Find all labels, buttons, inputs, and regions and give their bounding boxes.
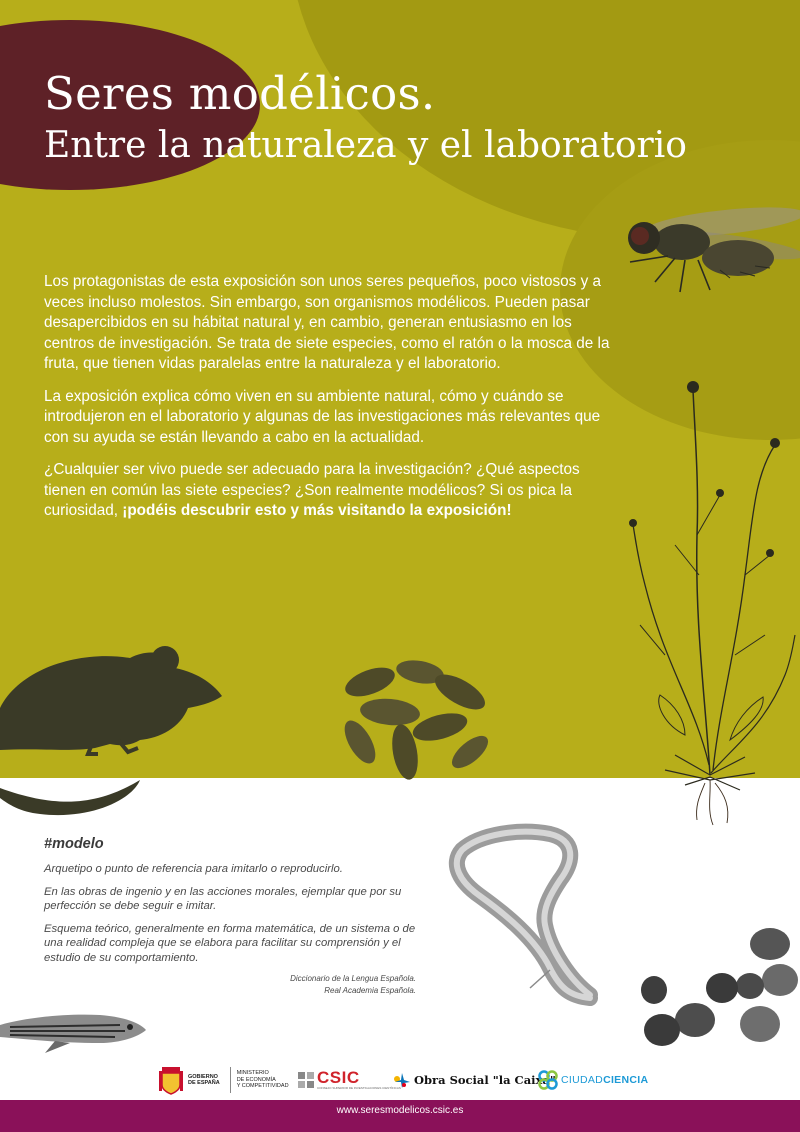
logo-gobierno-line-2: DE ESPAÑA <box>188 1080 220 1086</box>
footer-bar <box>0 1100 800 1132</box>
logo-ministerio-line-2: DE ECONOMÍA <box>236 1076 276 1083</box>
title-line-1: Seres modélicos. <box>44 67 436 120</box>
yeast-illustration <box>330 652 500 782</box>
logo-gobierno-line-1: GOBIERNO <box>188 1073 218 1080</box>
logo-ciencia-text: CIENCIA <box>603 1074 649 1086</box>
definition-3: Esquema teórico, generalmente en forma matemática, de un sistema o de una realidad compleja que se elabora para facilitar su comprensión y el estudio de su comportamiento. <box>44 922 416 964</box>
logo-la-caixa-text: Obra Social "la Caixa" <box>414 1073 556 1087</box>
intro-call-to-action: ¡podéis descubrir esto y más visitando la exposición! <box>122 502 512 519</box>
intro-paragraph-3-text: ¿Cualquier ser vivo puede ser adecuado para la investigación? ¿Qué aspectos tienen en común las siete especies? ¿Son realmente modélicos? Si os pica la curiosidad, <box>44 461 580 519</box>
definition-source-line-1: Diccionario de la Lengua Española. <box>290 974 416 983</box>
logo-csic <box>298 1060 401 1100</box>
definition-source <box>44 973 424 997</box>
star-icon <box>393 1071 411 1089</box>
csic-icon <box>298 1072 314 1088</box>
zebrafish-illustration <box>0 1005 150 1055</box>
logo-csic-name: CSIC <box>317 1068 360 1087</box>
intro-paragraph-2: La exposición explica cómo viven en su ambiente natural, cómo y cuándo se introdujeron en el laboratorio y algunas de las investigaciones más relevantes que con su ayuda se están llevando a cabo en la actualidad. <box>44 387 601 446</box>
footer-url[interactable]: www.seresmodelicos.csic.es <box>336 1105 464 1116</box>
title-line-2: Entre la naturaleza y el laboratorio <box>44 125 687 166</box>
intro-text <box>44 272 610 534</box>
logo-gobierno <box>158 1060 289 1100</box>
definition-1: Arquetipo o punto de referencia para imitarlo o reproducirlo. <box>44 863 343 875</box>
ciudad-ciencia-icon <box>538 1070 558 1090</box>
logo-la-caixa <box>393 1060 556 1100</box>
spores-illustration <box>630 922 800 1052</box>
logo-ministerio-line-1: MINISTERIO <box>236 1070 269 1077</box>
definition-heading: #modelo <box>44 836 104 852</box>
sponsor-logos <box>0 1060 800 1100</box>
logo-csic-subtitle: CONSEJO SUPERIOR DE INVESTIGACIONES CIENTÍFICAS <box>317 1086 401 1090</box>
definition-block <box>44 836 424 997</box>
worm-illustration <box>450 820 625 1005</box>
logo-ciudad-text: CIUDAD <box>561 1074 604 1086</box>
plant-illustration <box>625 375 800 830</box>
intro-paragraph-3 <box>44 460 610 522</box>
mouse-silhouette <box>0 628 230 818</box>
logo-ministerio-line-3: Y COMPETITIVIDAD <box>236 1083 289 1090</box>
page-title <box>44 66 687 170</box>
intro-paragraph-1: Los protagonistas de esta exposición son unos seres pequeños, poco vistosos y a veces incluso molestos. Sin embargo, son organismos modélicos. Pueden pasar desapercibidos en su hábitat natural y, en cambio, generan entusiasmo en los centros de investigación. Se trata de siete especies, como el ratón o la mosca de la fruta, que tienen vidas paralelas entre la naturaleza y el laboratorio. <box>44 273 610 372</box>
logo-ciudad-ciencia <box>538 1060 648 1100</box>
definition-source-line-2: Real Academia Española. <box>324 986 416 995</box>
definition-2: En las obras de ingenio y en las acciones morales, ejemplar que por su perfección se debe seguir e imitar. <box>44 885 402 912</box>
fly-illustration <box>620 200 800 300</box>
coat-of-arms-icon <box>158 1065 184 1095</box>
